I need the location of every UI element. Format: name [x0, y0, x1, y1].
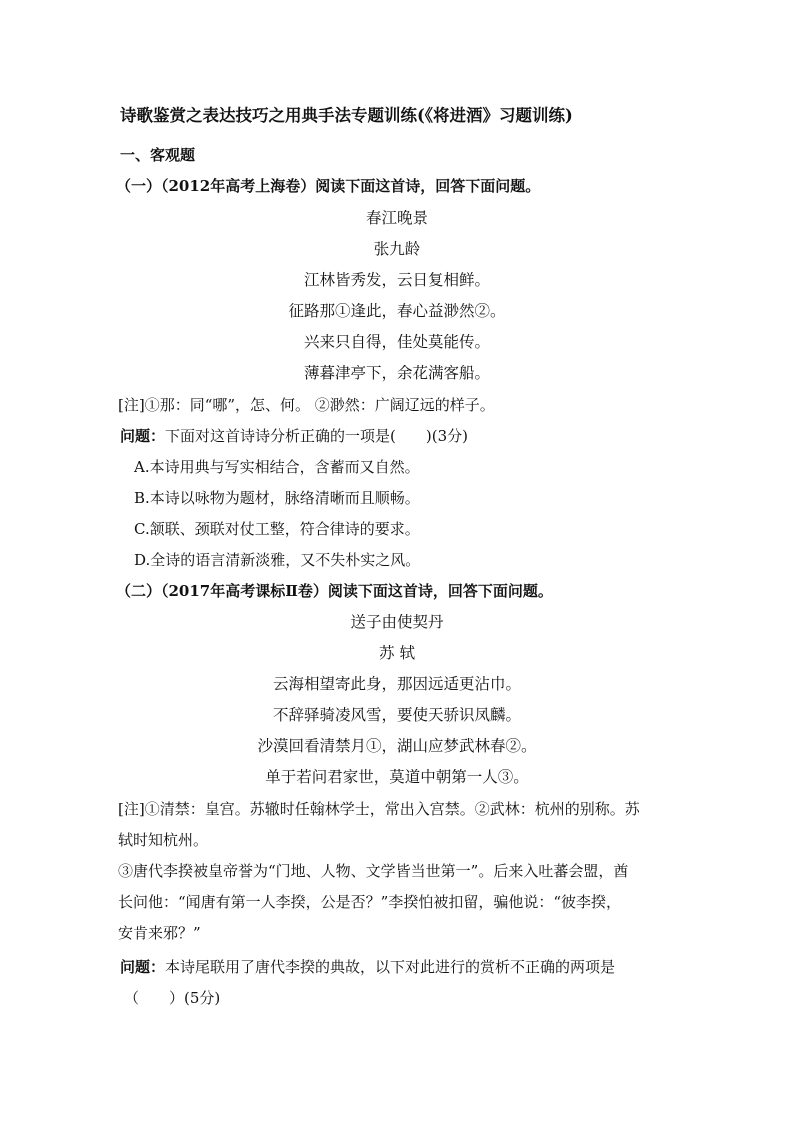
q1-header: （一）（2012年高考上海卷）阅读下面这首诗，回答下面问题。: [116, 177, 541, 195]
q2-poem-title: 送子由使契丹: [350, 613, 444, 631]
q2-poem-line: 单于若问君家世，莫道中朝第一人③。: [265, 768, 529, 786]
q1-poem-line: 兴来只自得，佳处莫能传。: [303, 333, 490, 351]
q1-poem-line: 征路那①逢此，春心益渺然②。: [288, 302, 506, 320]
q1-poem-line: 薄暮津亭下，余花满客船。: [303, 364, 490, 382]
section-heading: 一、客观题: [120, 146, 196, 164]
question-label: 问题：: [120, 427, 166, 445]
q1-option-d: D.全诗的语言清新淡雅，又不失朴实之风。: [134, 551, 421, 569]
q2-note-line: [注]①清禁：皇宫。苏辙时任翰林学士，常出入宫禁。②武林：杭州的别称。苏: [118, 800, 640, 818]
q2-note-line: 轼时知杭州。: [118, 831, 209, 849]
question-label: 问题：: [120, 958, 166, 976]
q1-option-b: B.本诗以咏物为题材，脉络清晰而且顺畅。: [134, 489, 420, 507]
q2-poem-line: 云海相望寄此身，那因远适更沾巾。: [272, 675, 521, 693]
q2-note-line: 安肯来邪？”: [118, 924, 201, 942]
q1-poem-author: 张九龄: [373, 240, 421, 258]
q2-poem-line: 不辞驿骑凌风雪，要使天骄识凤麟。: [272, 706, 521, 724]
document-title: 诗歌鉴赏之表达技巧之用典手法专题训练(《将进酒》习题训练): [120, 106, 573, 125]
question-text: 下面对这首诗诗分析正确的一项是( )(3分): [165, 427, 468, 445]
q1-option-a: A.本诗用典与写实相结合，含蓄而又自然。: [134, 458, 420, 476]
q2-question: [120, 957, 615, 977]
q2-poem-line: 沙漠回看清禁月①，湖山应梦武林春②。: [257, 737, 537, 755]
q1-poem-title: 春江晚景: [365, 209, 428, 227]
q2-note-line: 长问他：“闻唐有第一人李揆，公是否？”李揆怕被扣留，骗他说：“彼李揆，: [118, 893, 622, 911]
q2-note-line: ③唐代李揆被皇帝誉为“门地、人物、文学皆当世第一”。后来入吐蕃会盟，酋: [118, 862, 629, 880]
q2-header: （二）（2017年高考课标Ⅱ卷）阅读下面这首诗，回答下面问题。: [116, 582, 553, 600]
q1-option-c: C.颔联、颈联对仗工整，符合律诗的要求。: [134, 520, 420, 538]
q2-question-tail: （ ）(5分): [124, 989, 221, 1007]
q1-question: [120, 426, 468, 446]
q1-poem-line: 江林皆秀发，云日复相鲜。: [303, 271, 490, 289]
q1-note: [注]①那：同“哪”，怎、何。 ②渺然：广阔辽远的样子。: [118, 396, 495, 414]
q2-poem-author: 苏 轼: [379, 644, 415, 662]
question-text: 本诗尾联用了唐代李揆的典故，以下对此进行的赏析不正确的两项是: [165, 958, 616, 976]
